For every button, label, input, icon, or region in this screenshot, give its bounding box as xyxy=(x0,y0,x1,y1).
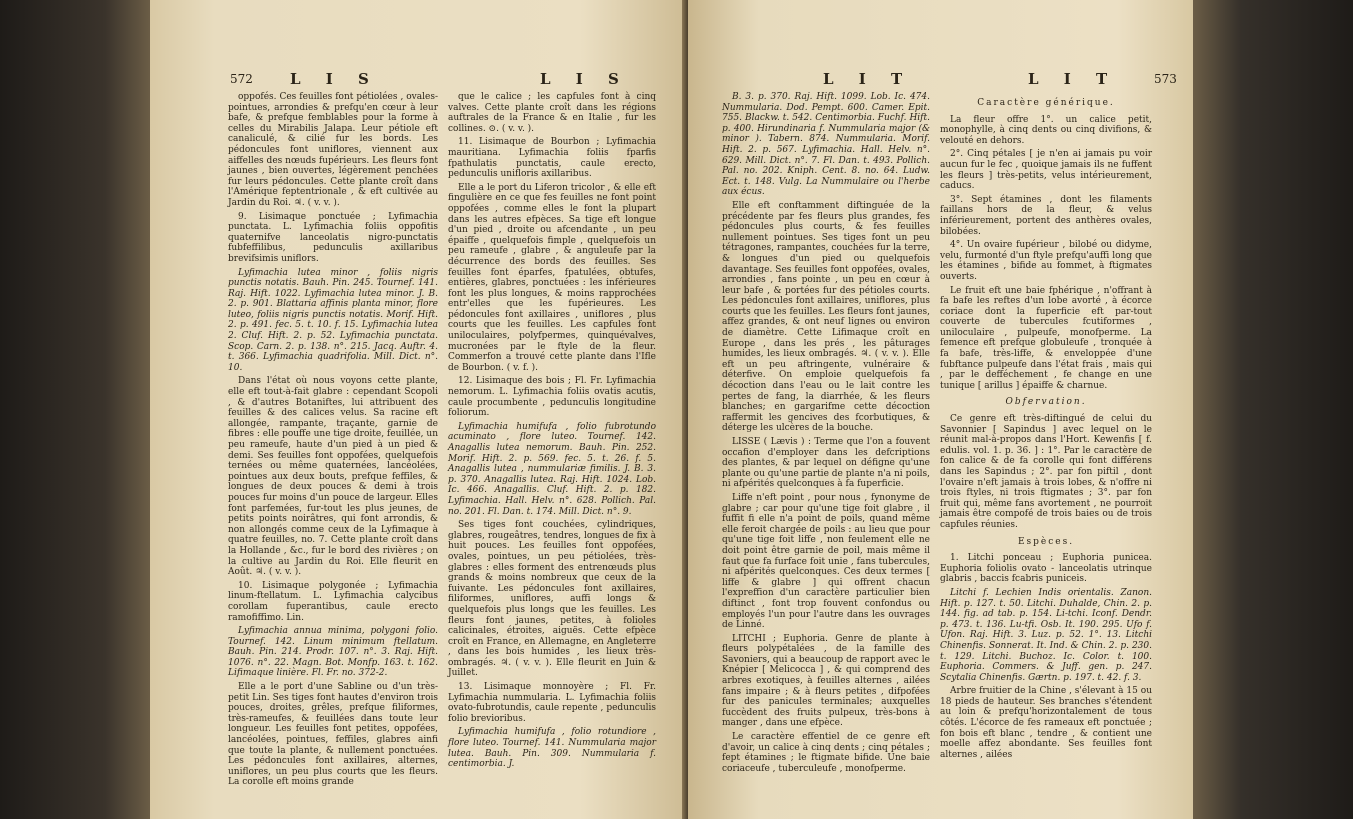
paragraph: Arbre fruitier de la Chine , s'élevant à 15 ou 18 pieds de hauteur. Ses branches s'étendent au loin & prefqu'horizontalement de tous côtés. L'écorce de fes rameaux eft ponctuée ; fon bois eft blanc , tendre , & contient une moelle affez abondante. Ses feuilles font alternes , ailées xyxy=(940,686,1152,760)
paragraph: 4°. Un ovaire fupérieur , bilobé ou didyme, velu, furmonté d'un ftyle prefqu'auffi long que les étamines , bifide au fommet, à ftigmates ouverts. xyxy=(940,240,1152,282)
paragraph: Lyfimachia lutea minor , foliis nigris punctis notatis. Bauh. Pin. 245. Tournef. 141. Raj. Hift. 1022. Lyfimachia lutea minor. J. B. 2. p. 901. Blattaria affinis planta minor, flore luteo, foliis nigris punctis notatis. Morif. Hift. 2. p. 491. fec. 5. t. 10. f. 15. Lyfimachia lutea 2. Cluf. Hift. 2. p. 52. Lyfimachia punctata. Scop. Carn. 2. p. 138. n°. 215. Jacq. Auftr. 4. t. 366. Lyfimachia quadrifolia. Mill. Dict. n°. 10. xyxy=(228,267,438,373)
section-heading: Caractère générique. xyxy=(977,98,1115,108)
paragraph: Le caractère effentiel de ce genre eft d'avoir, un calice à cinq dents ; cinq pétales ; fept étamines ; le ftigmate bifide. Une baie coriaceufe , tuberculeufe , monofperme. xyxy=(722,732,930,774)
paragraph: Elle a le port d'une Sabline ou d'un très-petit Lin. Ses tiges font hautes d'environ trois pouces, droites, grêles, prefque filiformes, très-rameufes, & feuillées dans toute leur longueur. Les feuilles font petites, oppofées, lancéolées, pointues, feffiles, glabres ainfi que toute la plante, & nullement ponctuées. Les pédoncules font axillaires, alternes, uniflores, un peu plus courts que les fleurs. La corolle eft moins grande xyxy=(228,682,438,788)
section-heading: Obfervation. xyxy=(1005,397,1087,408)
running-head: L I T xyxy=(1028,70,1118,88)
paragraph: Lyfimachia humifufa , folio fubrotundo acuminato , flore luteo. Tournef. 142. Anagallis lutea nemorum. Bauh. Pin. 252. Morif. Hift. 2. p. 569. fec. 5. t. 26. f. 5. Anagallis lutea , nummulariæ fimilis. J. B. 3. p. 370. Anagallis lutea. Raj. Hift. 1024. Lob. Ic. 466. Anagallis. Cluf. Hift. 2. p. 182. Lyfimachia. Hall. Helv. n°. 628. Pollich. Pal. no. 201. Fl. Dan. t. 174. Mill. Dict. n°. 9. xyxy=(448,421,656,517)
paragraph: Lyfimachia humifufa , folio rotundiore , flore luteo. Tournef. 141. Nummularia major lutea. Bauh. Pin. 309. Nummularia f. centimorbia. J. xyxy=(448,727,656,770)
paragraph: 12. Lisimaque des bois ; Fl. Fr. Lyfimachia nemorum. L. Lyfimachia foliis ovatis acutis, caule procumbente , pedunculis longitudine foliorum. xyxy=(448,376,656,419)
paragraph: Ses tiges font couchées, cylindriques, glabres, rougeâtres, tendres, longues de fix à huit pouces. Les feuilles font oppofées, ovales, pointues, un peu pétiolées, très-glabres : elles forment des entrenœuds plus grands & moins nombreux que ceux de la fuivante. Les pédoncules font axillaires, filiformes, uniflores, auffi longs & quelquefois plus longs que les feuilles. Les fleurs font jaunes, petites, à folioles calicinales, étroites, aiguës. Cette efpèce croît en France, en Allemagne, en Angleterre , dans les bois humides , les lieux très-ombragés. ♃. ( v. v. ). Elle fleurit en Juin & Juillet. xyxy=(448,520,656,679)
paragraph: Elle eft conftamment diftinguée de la précédente par fes fleurs plus grandes, fes pédoncules plus courts, & fes feuilles nullement pointues. Ses tiges font un peu tétragones, rampantes, couchées fur la terre, & longues d'un pied ou quelquefois davantage. Ses feuilles font oppofées, ovales, arrondies , fans pointe , un peu en cœur à leur bafe , & portées fur des pétioles courts. Les pédoncules font axillaires, uniflores, plus courts que les feuilles. Les fleurs font jaunes, affez grandes, & ont neuf lignes ou environ de diamètre. Cette Lifimaque croît en Europe , dans les prés , les pâturages humides, les lieux ombragés. ♃. ( v. v. ). Elle eft un peu aftringente, vulnéraire & déterfive. On emploie quelquefois fa décoction dans l'eau ou le lait contre les pertes de fang, la diarrhée, & les fleurs blanches; en gargarifme cette décoction raffermit les gencives des fcorbutiques, & déterge les ulcères de la bouche. xyxy=(722,200,930,434)
paragraph: 9. Lisimaque ponctuée ; Lyfimachia punctata. L. Lyfimachia foliis oppofitis quaternifve lanceolatis nigro-punctatis fubfeffilibus, pedunculis axillaribus brevifsimis uniflors. xyxy=(228,211,438,264)
page-number: 573 xyxy=(1154,72,1177,86)
paragraph: Le fruit eft une baie fphérique , n'offrant à fa bafe les reftes d'un lobe avorté , à écorce coriace dont la fuperficie eft par-tout couverte de tubercules fcutiformes , uniloculaire , pulpeufe, monofperme. La femence eft prefque globuleufe , tronquée à fa bafe, très-liffe, & enveloppée d'une fubftance pulpeufe dans l'état frais , mais qui , par le defféchement , fe change en une tunique [ arillus ] épaiffe & charnue. xyxy=(940,285,1152,391)
paragraph: LISSE ( Lævis ) : Terme que l'on a fouvent occafion d'employer dans les defcriptions des plantes, & par lequel on défigne qu'une plante ou qu'une partie de plante n'a ni poils, ni afpérités quelconques à fa fuperficie. xyxy=(722,437,930,490)
book-right-edge xyxy=(1193,0,1353,819)
paragraph: LITCHI ; Euphoria. Genre de plante à fleurs polypétalées , de la famille des Savoniers, qui a beaucoup de rapport avec le Knépier [ Melicocca ] , & qui comprend des arbres exotiques, à feuilles alternes , ailées fans impaire ; & à fleurs petites , difpofées fur des panicules terminales; auxquelles fuccèdent des fruits pulpeux, très-bons à manger , dans une efpèce. xyxy=(722,633,930,729)
text-column-left xyxy=(722,92,930,792)
paragraph: Liffe n'eft point , pour nous , fynonyme de glabre ; car pour qu'une tige foit glabre , il fuffit fi elle n'a point de poils, quand même elle feroit chargée de poils : au lieu que pour qu'une tige foit liffe , non feulement elle ne doit point être garnie de poil, mais même il faut que fa furface foit unie , fans tubercules, ni afpérités quelconques. Ces deux termes [ liffe & glabre ] qui offrent chacun l'expreffion d'un caractère particulier bien diftinct , font trop fouvent confondus ou employés l'un pour l'autre dans les ouvrages de Linné. xyxy=(722,492,930,631)
paragraph: Dans l'état où nous voyons cette plante, elle eft tout-à-fait glabre : cependant Scopoli , & d'autres Botaniftes, lui attribuent des feuilles & des calices velus. Sa racine eft allongée, rampante, traçante, garnie de fibres : elle pouffe une tige droite, feuillée, un peu rameufe, haute d'un pied à un pied & demi. Ses feuilles font oppofées, quelquefois ternées ou même quaternées, lancéolées, pointues aux deux bouts, prefque feffiles, & longues de deux pouces & demi à trois pouces fur moins d'un pouce de largeur. Elles font parfemées, fur-tout les plus jeunes, de petits points noirâtres, qui font arrondis, & non allongés comme ceux de la Lyfimaque à quatre feuilles, no. 7. Cette plante croît dans la Hollande , &c., fur le bord des rivières ; on la cultive au Jardin du Roi. Elle fleurit en Août. ♃. ( v. v. ). xyxy=(228,376,438,578)
paragraph: 2°. Cinq pétales [ je n'en ai jamais pu voir aucun fur le fec , quoique jamais ils ne fuffent les fleurs ] très-petits, velus intérieurement, caducs. xyxy=(940,149,1152,192)
paragraph: B. 3. p. 370. Raj. Hift. 1099. Lob. Ic. 474. Nummularia. Dod. Pempt. 600. Camer. Epit. 755. Blackw. t. 542. Centimorbia. Fuchf. Hift. p. 400. Hirundinaria f. Nummularia major (& minor ). Tabern. 874. Nummularia. Morif. Hift. 2. p. 567. Lyfimachia. Hall. Helv. n°. 629. Mill. Dict. n°. 7. Fl. Dan. t. 493. Pollich. Pal. no. 202. Kniph. Cent. 8. no. 64. Ludw. Ect. t. 148. Vulg. La Nummulaire ou l'herbe aux écus. xyxy=(722,92,930,198)
running-head: L I T xyxy=(823,70,913,88)
text-column-left xyxy=(228,92,438,792)
right-page xyxy=(688,0,1193,819)
book-left-edge xyxy=(0,0,150,819)
paragraph: 1. Litchi ponceau ; Euphoria punicea. Euphoria foliolis ovato - lanceolatis utrinque glabris , baccis fcabris puniceis. xyxy=(940,553,1152,585)
section-heading: Espèces. xyxy=(1017,536,1075,547)
paragraph: 11. Lisimaque de Bourbon ; Lyfimachia mauritiana. Lyfimachia foliis fparfis fpathulatis punctatis, caule erecto, pedunculis unifloris axillaribus. xyxy=(448,137,656,180)
running-head: L I S xyxy=(290,70,379,88)
paragraph: 13. Lisimaque monnoyère ; Fl. Fr. Lyfimachia nummularia. L. Lyfimachia foliis ovato-fubrotundis, caule repente , pedunculis folio brevioribus. xyxy=(448,682,656,724)
paragraph: que le calice ; les capfules font à cinq valves. Cette plante croît dans les régions auftrales de la France & en Italie , fur les collines. ⊙. ( v. v. ). xyxy=(448,92,656,134)
paragraph: Elle a le port du Liferon tricolor , & elle eft fingulière en ce que fes feuilles ne font point oppofées , comme elles le font la plupart dans les autres efpèces. Sa tige eft longue d'un pied , droite ou afcendante , un peu épaiffe , quelquefois fimple , quelquefois un peu rameufe , glabre , & anguleufe par la décurrence des bords des feuilles. Ses feuilles font éparfes, fpatulées, obtufes, entières, glabres, ponctuées : les inférieures font les plus longues, & moins rapprochées entr'elles que les fupérieures. Les pédoncules font axillaires , uniflores , plus courts que les feuilles. Les capfules font uniloculaires, polyfpermes, quinquévalves, mucronées par le ftyle de la fleur. Commerfon a trouvé cette plante dans l'Ifle de Bourbon. ( v. f. ). xyxy=(448,182,656,373)
paragraph: Lyfimachia annua minima, polygoni folio. Tournef. 142. Linum minimum ftellatum. Bauh. Pin. 214. Prodr. 107. n°. 3. Raj. Hift. 1076. n°. 22. Magn. Bot. Monfp. 163. t. 162. Lifimaque linière. Fl. Fr. no. 372-2. xyxy=(228,626,438,679)
paragraph: 10. Lisimaque polygonée ; Lyfimachia linum-ftellatum. L. Lyfimachia calycibus corollam fuperantibus, caule erecto ramofiffimo. Lin. xyxy=(228,580,438,623)
paragraph: Litchi f. Lechien Indis orientalis. Zanon. Hift. p. 127. t. 50. Litchi. Duhalde, Chin. 2. p. 144. fig. ad tab. p. 154. Li-tchi. Iconf. Dendr. p. 473. t. 136. Lu-tfi. Osb. It. 190. 295. Ufo f. Ufon. Raj. Hift. 3. Luz. p. 52. 1°. 13. Litchi Chinenfis. Sonnerat. It. Ind. & Chin. 2. p. 230. t. 129. Litchi. Buchoz. Ic. Color. t. 100. Euphoria. Commers. & Juff. gen. p. 247. Scytalia Chinenfis. Gærtn. p. 197. t. 42. f. 3. xyxy=(940,587,1152,683)
left-page xyxy=(150,0,688,819)
text-column-right xyxy=(940,92,1152,792)
paragraph: La fleur offre 1°. un calice petit, monophylle, à cinq dents ou cinq divifions, & velouté en dehors. xyxy=(940,114,1152,146)
running-head: L I S xyxy=(540,70,629,88)
text-column-right xyxy=(448,92,656,792)
paragraph: Ce genre eft très-diftingué de celui du Savonnier [ Sapindus ] avec lequel on le réunit mal-à-propos dans l'Hort. Kewenfis [ f. edulis. vol. 1. p. 36. ] : 1°. Par le caractère de fon calice & de fa corolle qui font différens dans les Sapindus ; 2°. par fon piftil , dont l'ovaire n'eft jamais à trois lobes, & n'offre ni trois ftyles, ni trois ftigmates ; 3°. par fon fruit qui, même fans avortement , ne pourroit jamais être compofé de trois baies ou de trois capfules réunies. xyxy=(940,414,1152,530)
page-number: 572 xyxy=(230,72,253,86)
paragraph: oppofés. Ces feuilles font pétiolées , ovales-pointues, arrondies & prefqu'en cœur à leur bafe, & prefque femblables pour la forme à celles du Mirabilis Jalapa. Leur pétiole eft canaliculé, & cilié fur les bords. Les pédoncules font uniflores, viennent aux aiffelles des nœuds fupérieurs. Les fleurs font jaunes , bien ouvertes, légèrement penchées fur leurs pédoncules. Cette plante croît dans l'Amérique feptentrionale , & eft cultivée au Jardin du Roi. ♃. ( v. v. ). xyxy=(228,92,438,208)
paragraph: 3°. Sept étamines , dont les filaments faillans hors de la fleur, & velus inférieurement, portent des anthères ovales, bilobées. xyxy=(940,194,1152,237)
